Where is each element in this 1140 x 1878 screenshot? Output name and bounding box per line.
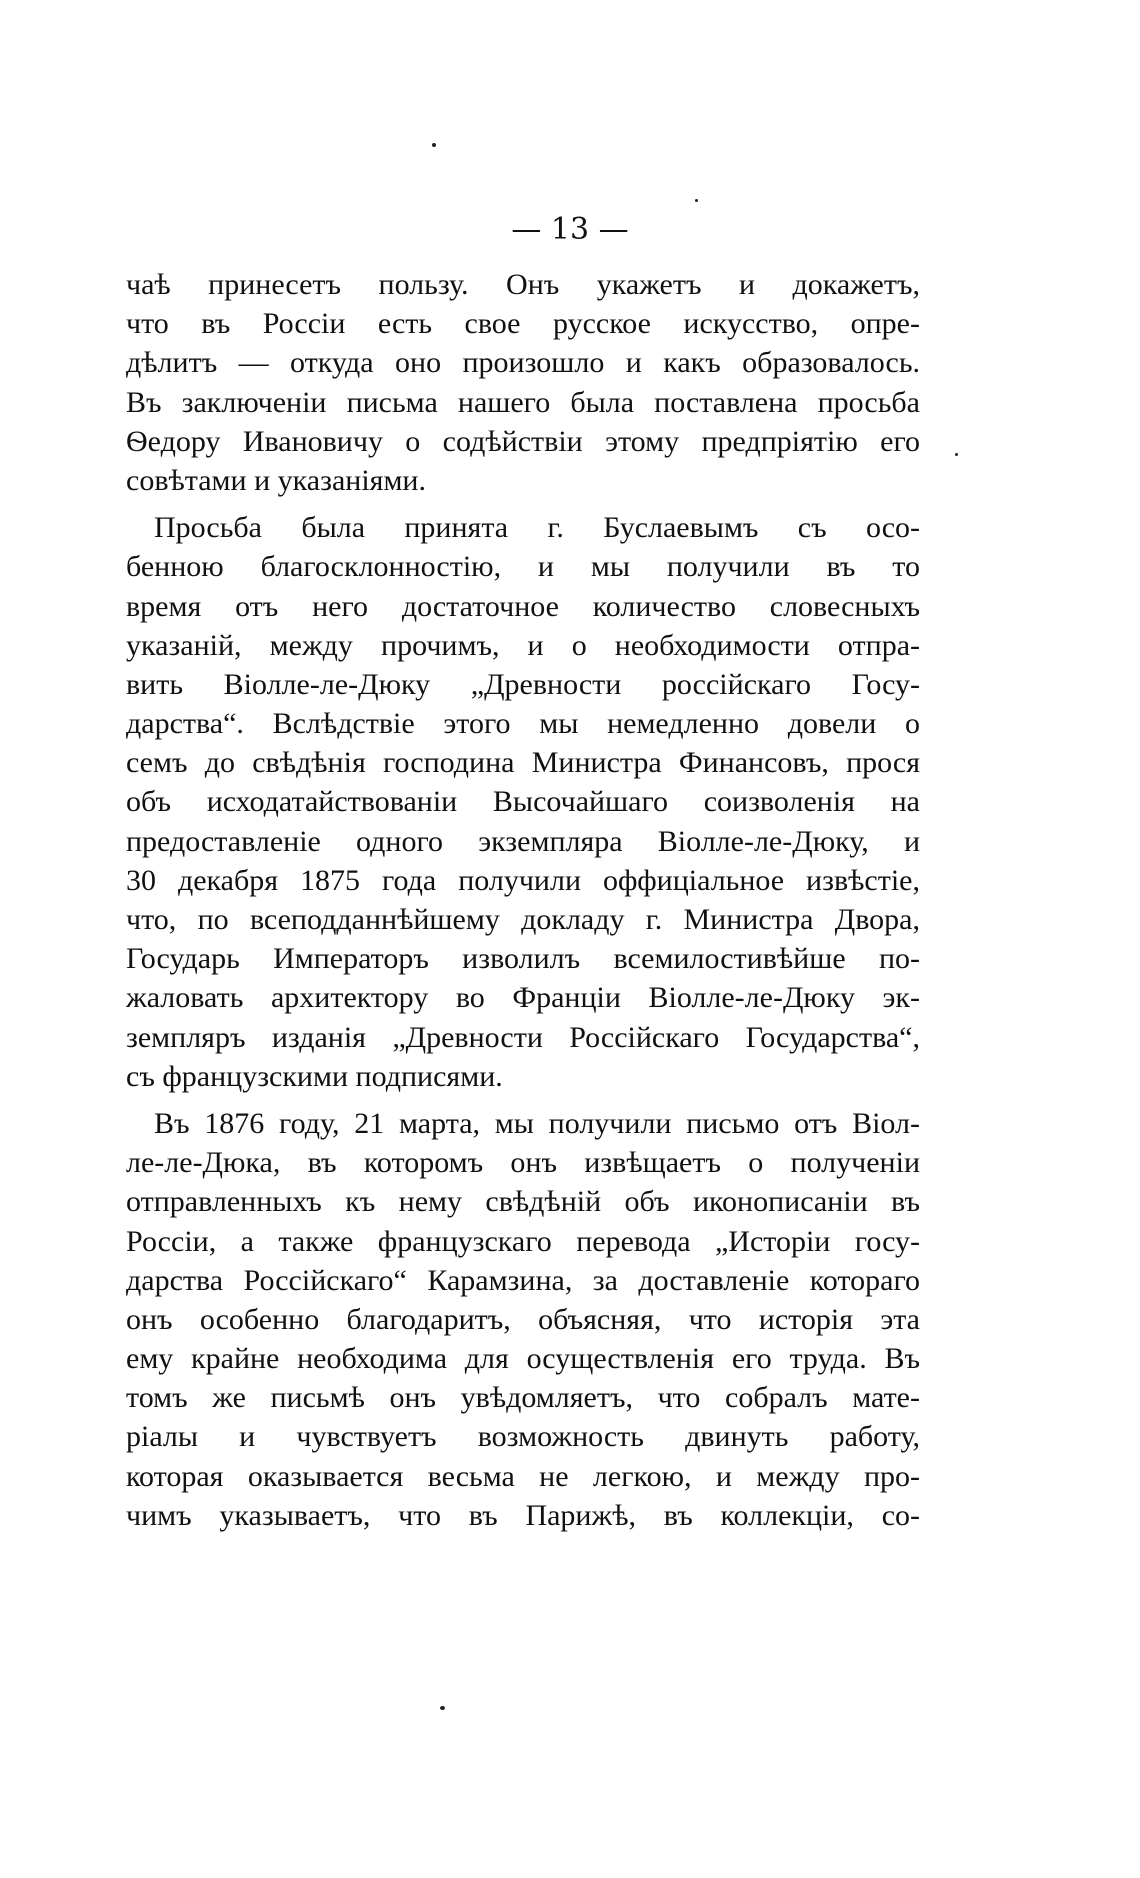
text-line: чимъ указываетъ, что въ Парижѣ, въ коллекціи, со- [126,1498,920,1532]
text-line: Въ 1876 году, 21 марта, мы получили письмо отъ Віол- [154,1106,920,1140]
text-line: Въ заключеніи письма нашего была поставлена просьба [126,385,920,419]
text-line: ле-ле-Дюка, въ которомъ онъ извѣщаетъ о полученіи [126,1146,920,1180]
text-line: предоставленіе одного экземпляра Віолле-ле-Дюку, и [126,824,920,858]
body-text [126,265,920,1535]
text-line: жаловать архитектору во Франціи Віолле-ле-Дюку эк- [126,981,920,1015]
text-line: томъ же письмѣ онъ увѣдомляетъ, что собралъ мате- [126,1381,920,1415]
paragraph [126,508,920,1096]
text-line: Ѳедору Ивановичу о содѣйствіи этому предпріятію его [126,424,920,458]
text-line: съ французскими подписями. [126,1059,503,1093]
text-line: дѣлитъ — откуда оно произошло и какъ образовалось. [126,346,920,380]
text-line: указаній, между прочимъ, и о необходимости отпра- [126,628,920,662]
text-line: дарства“. Вслѣдствіе этого мы немедленно довели о [126,707,920,741]
page-number: — 13 — [511,212,629,247]
print-speck [695,199,698,202]
text-line: отправленныхъ къ нему свѣдѣній объ иконописаніи въ [126,1185,920,1219]
text-line: чаѣ принесетъ пользу. Онъ укажетъ и докажетъ, [126,268,920,301]
text-line: которая оказывается весьма не легкою, и между про- [126,1459,920,1493]
text-line: Россіи, а также французскаго перевода „Исторіи госу- [126,1224,920,1258]
text-line: время отъ него достаточное количество словесныхъ [126,589,920,623]
text-line: Государь Императоръ изволилъ всемилостивѣйше по- [126,942,920,976]
text-line: бенною благосклонностію, и мы получили въ то [126,550,920,584]
text-line: 30 декабря 1875 года получили оффиціальное извѣстіе, [126,863,920,897]
paragraph [126,1104,920,1535]
text-line: что въ Россіи есть свое русское искусство, опре- [126,307,920,341]
print-speck [440,1706,445,1710]
print-speck [432,143,436,147]
text-line: онъ особенно благодаритъ, объясняя, что исторія эта [126,1302,920,1336]
text-line: земпляръ изданія „Древности Россійскаго Государства“, [126,1020,920,1054]
text-line: семъ до свѣдѣнія господина Министра Финансовъ, прося [126,746,920,780]
text-line: ему крайне необходима для осуществленія его труда. Въ [126,1342,920,1376]
text-line: Просьба была принята г. Буслаевымъ съ осо- [154,511,920,545]
text-line: вить Віолле-ле-Дюку „Древности россійскаго Госу- [126,667,920,701]
text-line: объ исходатайствованіи Высочайшаго соизволенія на [126,785,920,819]
text-line: совѣтами и указаніями. [126,463,426,497]
text-line: что, по всеподданнѣйшему докладу г. Министра Двора, [126,903,920,936]
text-line: дарства Россійскаго“ Карамзина, за доставленіе котораго [126,1263,920,1297]
text-line: ріалы и чувствуетъ возможность двинуть работу, [126,1420,920,1454]
print-speck [955,453,958,456]
paragraph [126,265,920,500]
